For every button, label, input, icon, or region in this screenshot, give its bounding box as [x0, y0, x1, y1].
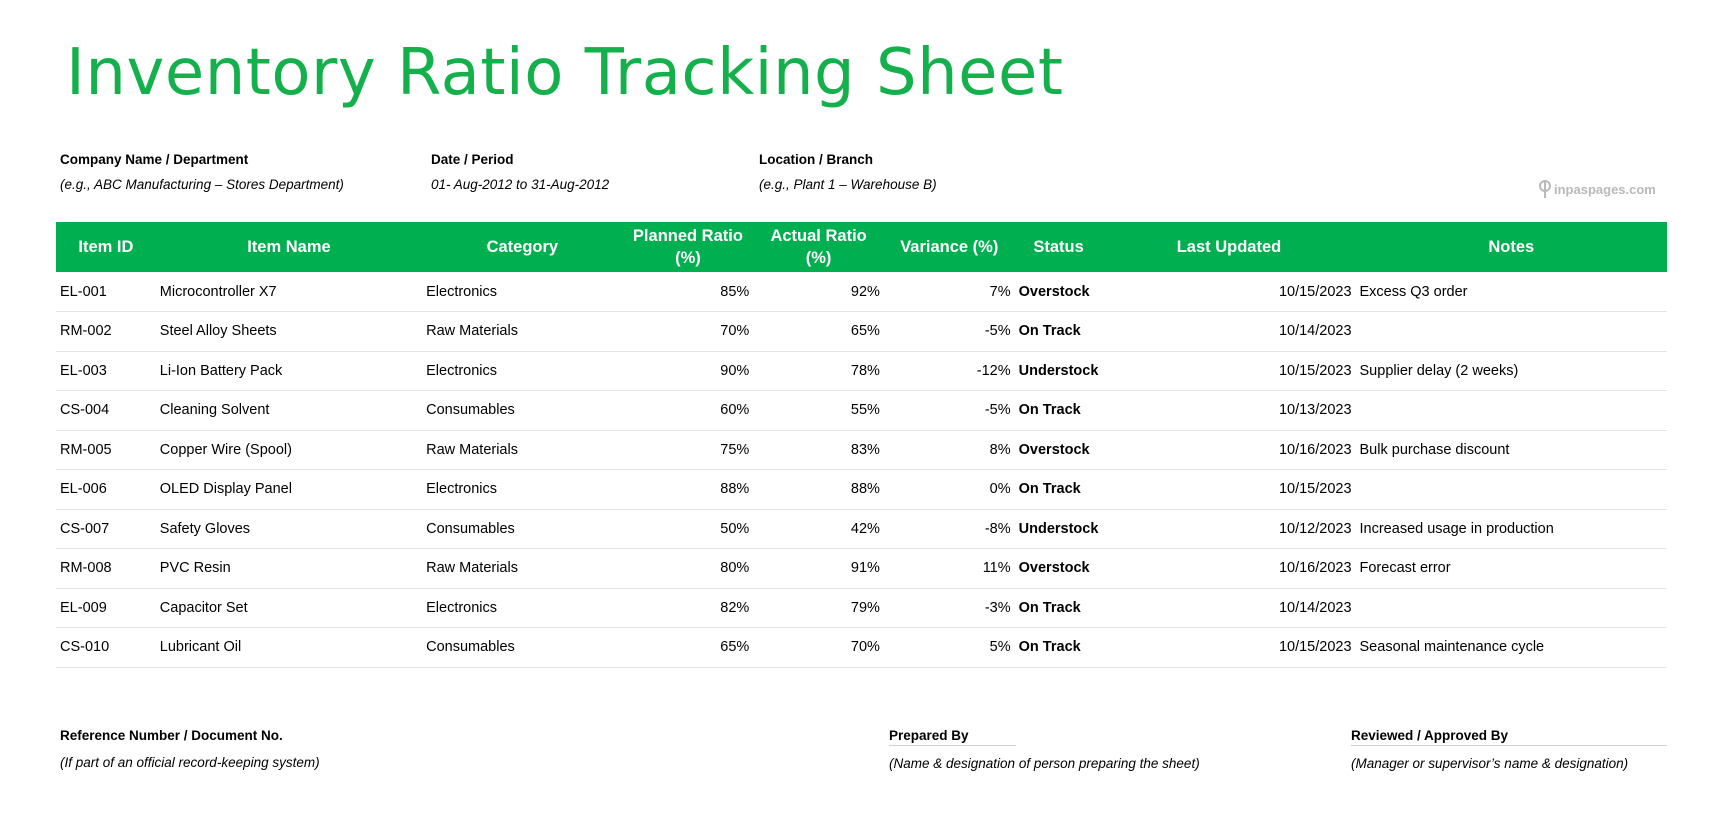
location-label: Location / Branch: [759, 152, 874, 167]
cell-actual-ratio[interactable]: 91%: [753, 549, 884, 589]
cell-item-name[interactable]: PVC Resin: [156, 549, 422, 589]
cell-planned-ratio[interactable]: 85%: [623, 272, 754, 312]
reviewed-info: [1351, 728, 1667, 771]
cell-item-name[interactable]: Cleaning Solvent: [156, 391, 422, 431]
cell-item-id[interactable]: RM-005: [56, 430, 156, 470]
cell-planned-ratio[interactable]: 75%: [623, 430, 754, 470]
cell-last-updated[interactable]: 10/14/2023: [1102, 588, 1355, 628]
header-category: Category: [422, 222, 622, 272]
cell-item-name[interactable]: Lubricant Oil: [156, 628, 422, 668]
cell-status[interactable]: On Track: [1015, 470, 1103, 510]
cell-variance[interactable]: 7%: [884, 272, 1015, 312]
header-planned-line1: Planned Ratio: [632, 226, 743, 245]
cell-planned-ratio[interactable]: 50%: [623, 509, 754, 549]
cell-variance[interactable]: 11%: [884, 549, 1015, 589]
cell-status[interactable]: Overstock: [1015, 549, 1103, 589]
cell-category[interactable]: Consumables: [422, 628, 622, 668]
cell-category[interactable]: Raw Materials: [422, 549, 622, 589]
cell-notes[interactable]: [1356, 391, 1667, 431]
cell-category[interactable]: Electronics: [422, 272, 622, 312]
header-status: Status: [1015, 222, 1103, 272]
cell-notes[interactable]: [1356, 588, 1667, 628]
table-row: [56, 312, 1667, 352]
watermark: [1538, 180, 1656, 198]
cell-notes[interactable]: [1356, 470, 1667, 510]
table-row: [56, 430, 1667, 470]
header-planned-ratio: [623, 222, 754, 272]
cell-actual-ratio[interactable]: 70%: [753, 628, 884, 668]
cell-last-updated[interactable]: 10/15/2023: [1102, 628, 1355, 668]
cell-category[interactable]: Consumables: [422, 509, 622, 549]
cell-actual-ratio[interactable]: 88%: [753, 470, 884, 510]
cell-category[interactable]: Electronics: [422, 470, 622, 510]
table-row: [56, 470, 1667, 510]
cell-last-updated[interactable]: 10/14/2023: [1102, 312, 1355, 352]
cell-last-updated[interactable]: 10/15/2023: [1102, 470, 1355, 510]
cell-category[interactable]: Raw Materials: [422, 430, 622, 470]
prepared-info: [889, 728, 1200, 771]
cell-item-name[interactable]: Safety Gloves: [156, 509, 422, 549]
watermark-logo-icon: [1538, 180, 1552, 198]
cell-item-name[interactable]: Copper Wire (Spool): [156, 430, 422, 470]
header-last-updated: Last Updated: [1102, 222, 1355, 272]
cell-actual-ratio[interactable]: 55%: [753, 391, 884, 431]
date-info: [431, 152, 609, 192]
cell-actual-ratio[interactable]: 79%: [753, 588, 884, 628]
cell-item-name[interactable]: Li-Ion Battery Pack: [156, 351, 422, 391]
cell-last-updated[interactable]: 10/12/2023: [1102, 509, 1355, 549]
cell-planned-ratio[interactable]: 88%: [623, 470, 754, 510]
cell-variance[interactable]: 0%: [884, 470, 1015, 510]
cell-planned-ratio[interactable]: 65%: [623, 628, 754, 668]
cell-item-id[interactable]: CS-010: [56, 628, 156, 668]
cell-actual-ratio[interactable]: 65%: [753, 312, 884, 352]
prepared-label: Prepared By: [889, 728, 1016, 746]
cell-last-updated[interactable]: 10/16/2023: [1102, 430, 1355, 470]
company-info: [60, 152, 344, 192]
cell-category[interactable]: Consumables: [422, 391, 622, 431]
table-row: [56, 509, 1667, 549]
cell-item-name[interactable]: Steel Alloy Sheets: [156, 312, 422, 352]
cell-notes[interactable]: Supplier delay (2 weeks): [1356, 351, 1667, 391]
location-value[interactable]: (e.g., Plant 1 – Warehouse B): [759, 177, 937, 192]
company-label: Company Name / Department: [60, 152, 249, 167]
cell-category[interactable]: Electronics: [422, 588, 622, 628]
cell-variance[interactable]: -5%: [884, 312, 1015, 352]
page-title: Inventory Ratio Tracking Sheet: [66, 36, 1064, 110]
watermark-text: inpaspages.com: [1554, 181, 1656, 197]
table-row: [56, 391, 1667, 431]
cell-status[interactable]: On Track: [1015, 628, 1103, 668]
cell-item-id[interactable]: CS-004: [56, 391, 156, 431]
header-planned-line2: (%): [675, 249, 701, 267]
cell-variance[interactable]: -12%: [884, 351, 1015, 391]
cell-notes[interactable]: Seasonal maintenance cycle: [1356, 628, 1667, 668]
prepared-value[interactable]: (Name & designation of person preparing the sheet): [889, 756, 1200, 771]
table-row: [56, 272, 1667, 312]
cell-planned-ratio[interactable]: 90%: [623, 351, 754, 391]
date-value[interactable]: 01- Aug-2012 to 31-Aug-2012: [431, 177, 610, 192]
reference-label: Reference Number / Document No.: [60, 728, 283, 743]
cell-status[interactable]: Understock: [1015, 351, 1103, 391]
cell-last-updated[interactable]: 10/13/2023: [1102, 391, 1355, 431]
cell-planned-ratio[interactable]: 60%: [623, 391, 754, 431]
cell-actual-ratio[interactable]: 78%: [753, 351, 884, 391]
cell-item-id[interactable]: RM-002: [56, 312, 156, 352]
cell-variance[interactable]: -5%: [884, 391, 1015, 431]
cell-status[interactable]: On Track: [1015, 391, 1103, 431]
cell-item-id[interactable]: EL-003: [56, 351, 156, 391]
cell-item-name[interactable]: OLED Display Panel: [156, 470, 422, 510]
table-header-row: [56, 222, 1667, 272]
cell-item-id[interactable]: EL-001: [56, 272, 156, 312]
cell-notes[interactable]: Forecast error: [1356, 549, 1667, 589]
reference-info: [60, 728, 320, 770]
cell-last-updated[interactable]: 10/15/2023: [1102, 351, 1355, 391]
cell-planned-ratio[interactable]: 82%: [623, 588, 754, 628]
header-actual-line2: (%): [805, 249, 832, 267]
cell-variance[interactable]: 8%: [884, 430, 1015, 470]
cell-last-updated[interactable]: 10/15/2023: [1102, 272, 1355, 312]
cell-category[interactable]: Raw Materials: [422, 312, 622, 352]
cell-planned-ratio[interactable]: 80%: [623, 549, 754, 589]
reviewed-value[interactable]: (Manager or supervisor’s name & designation): [1351, 756, 1629, 771]
cell-notes[interactable]: [1356, 312, 1667, 352]
cell-variance[interactable]: -8%: [884, 509, 1015, 549]
cell-status[interactable]: Understock: [1015, 509, 1103, 549]
cell-notes[interactable]: Excess Q3 order: [1356, 272, 1667, 312]
cell-item-name[interactable]: Capacitor Set: [156, 588, 422, 628]
cell-planned-ratio[interactable]: 70%: [623, 312, 754, 352]
cell-item-id[interactable]: EL-009: [56, 588, 156, 628]
cell-item-id[interactable]: EL-006: [56, 470, 156, 510]
cell-last-updated[interactable]: 10/16/2023: [1102, 549, 1355, 589]
table-body: [56, 272, 1667, 667]
company-value[interactable]: (e.g., ABC Manufacturing – Stores Department): [60, 177, 344, 192]
location-info: [759, 152, 937, 192]
table-row: [56, 628, 1667, 668]
table-row: [56, 549, 1667, 589]
cell-status[interactable]: On Track: [1015, 588, 1103, 628]
reviewed-label: Reviewed / Approved By: [1351, 728, 1667, 746]
header-item-id: Item ID: [56, 222, 156, 272]
cell-notes[interactable]: Bulk purchase discount: [1356, 430, 1667, 470]
date-label: Date / Period: [431, 152, 514, 167]
reference-value[interactable]: (If part of an official record-keeping system): [60, 755, 320, 770]
cell-category[interactable]: Electronics: [422, 351, 622, 391]
cell-item-id[interactable]: RM-008: [56, 549, 156, 589]
header-item-name: Item Name: [156, 222, 422, 272]
cell-actual-ratio[interactable]: 92%: [753, 272, 884, 312]
cell-status[interactable]: On Track: [1015, 312, 1103, 352]
table-row: [56, 351, 1667, 391]
header-actual-line1: Actual Ratio: [770, 226, 867, 245]
cell-variance[interactable]: 5%: [884, 628, 1015, 668]
cell-status[interactable]: Overstock: [1015, 272, 1103, 312]
header-actual-ratio: [753, 222, 884, 272]
cell-item-id[interactable]: CS-007: [56, 509, 156, 549]
cell-item-name[interactable]: Microcontroller X7: [156, 272, 422, 312]
cell-actual-ratio[interactable]: 42%: [753, 509, 884, 549]
inventory-table: [56, 222, 1667, 668]
cell-variance[interactable]: -3%: [884, 588, 1015, 628]
header-variance: Variance (%): [884, 222, 1015, 272]
header-notes: Notes: [1356, 222, 1667, 272]
cell-status[interactable]: Overstock: [1015, 430, 1103, 470]
cell-notes[interactable]: Increased usage in production: [1356, 509, 1667, 549]
cell-actual-ratio[interactable]: 83%: [753, 430, 884, 470]
table-row: [56, 588, 1667, 628]
